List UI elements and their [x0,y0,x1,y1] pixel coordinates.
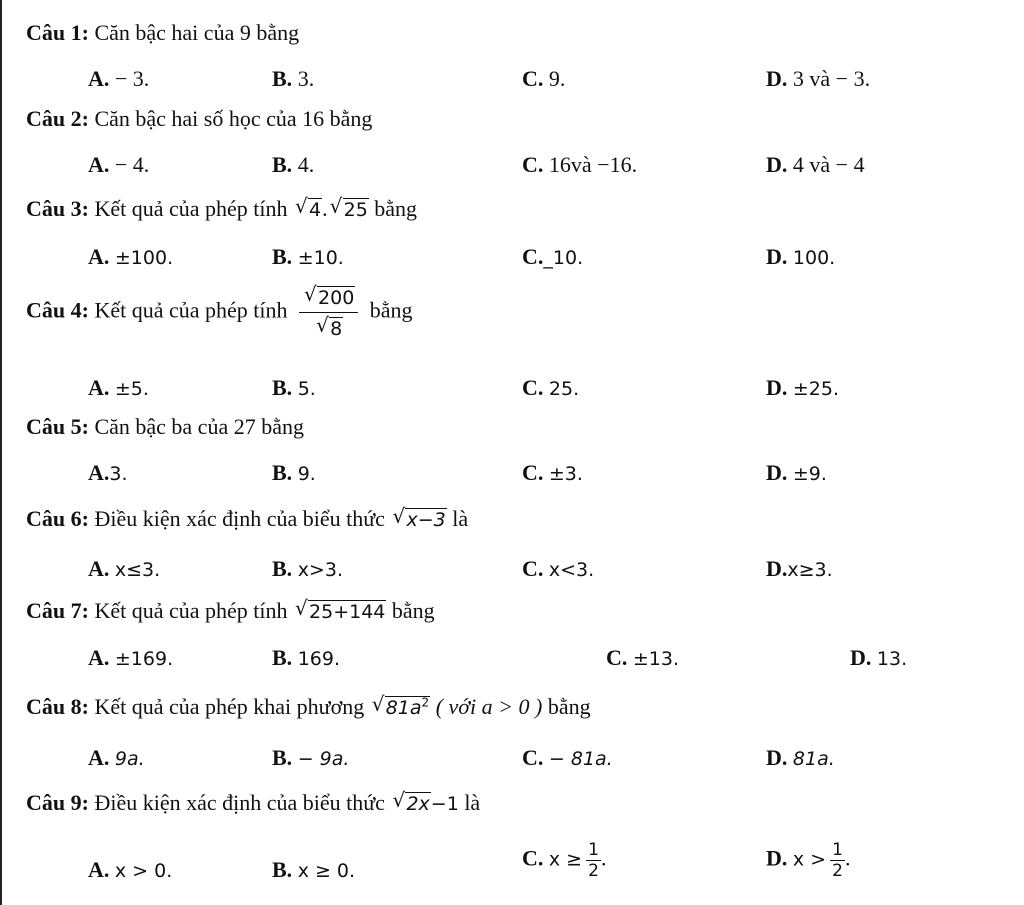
left-border [0,0,2,905]
question-6 [26,506,468,532]
option-9b: B. x ≥ 0. [272,857,356,882]
question-text: Kết quả của phép tính [94,196,288,221]
question-tail: bằng [391,598,435,623]
option-3c: C._10. [522,244,584,269]
option-6b: B. x>3. [272,556,343,581]
question-1 [26,20,299,46]
option-7c: C. ±13. [606,645,680,670]
question-tail: bằng [369,297,413,323]
question-label: Câu 6: [26,506,89,531]
sqrt-expression: √ x−3 [392,506,446,532]
question-text: Điều kiện xác định của biểu thức [94,506,385,531]
sqrt-expression: √ $81a^2$ [372,694,430,720]
sqrt-expression: √ 25+144 [295,598,386,624]
question-2 [26,106,372,132]
question-tail: là [464,790,481,815]
question-label: Câu 9: [26,790,89,815]
fraction: $\frac{1}{2}$ [588,840,599,881]
option-1d: D. 3 và − 3. [766,66,871,91]
option-7d: D. 13. [850,645,908,670]
sqrt-expression: √ 25 [330,196,369,222]
question-text: Kết quả của phép tính [94,598,288,623]
option-4a: A. ±5. [88,375,149,400]
question-tail: bằng [547,694,591,719]
option-2a: A. − 4. [88,152,150,177]
option-6d: D.x≥3. [766,556,833,581]
option-4b: B. 5. [272,375,316,400]
option-3d: D. 100. [766,244,836,269]
question-text: Kết quả của phép tính [94,297,288,323]
option-8b: B. − 9a. [272,745,350,770]
question-text: Kết quả của phép khai phương [94,694,365,719]
question-4 [26,284,413,341]
question-label: Câu 8: [26,694,89,719]
option-1b: B. 3. [272,66,315,91]
option-4c: C. 25. [522,375,580,400]
question-5 [26,414,304,440]
option-3b: B. ±10. [272,244,344,269]
question-text: Căn bậc ba của 27 bằng [94,414,304,439]
option-4d: D. ±25. [766,375,840,400]
question-label: Câu 4: [26,297,89,323]
option-5d: D. ±9. [766,460,827,485]
option-8a: A. 9a. [88,745,145,770]
question-label: Câu 2: [26,106,89,131]
condition: ( với a > 0 ) [435,694,543,719]
question-label: Câu 7: [26,598,89,623]
fraction-expression: √ 200 √ 8 [299,284,358,341]
question-text: Căn bậc hai số học của 16 bằng [94,106,373,131]
question-label: Câu 3: [26,196,89,221]
option-7b: B. 169. [272,645,340,670]
question-tail: bằng [374,196,418,221]
option-3a: A. ±100. [88,244,174,269]
minus-one: −1 [430,793,459,815]
option-1c: C. 9. [522,66,566,91]
option-6c: C. x<3. [522,556,595,581]
question-label: Câu 1: [26,20,89,45]
option-6a: A. x≤3. [88,556,161,581]
option-2d: D. 4 và − 4 [766,152,865,177]
sqrt-expression: √ 2x [392,790,430,816]
option-1a: A. − 3. [88,66,150,91]
question-label: Câu 5: [26,414,89,439]
option-7a: A. ±169. [88,645,174,670]
dot: . [322,196,328,221]
question-7 [26,598,435,624]
option-9a: A. x > 0. [88,857,173,882]
option-8c: C. − 81a. [522,745,613,770]
option-5a: A.3. [88,460,128,485]
fraction: $\frac{1}{2}$ [832,840,843,881]
option-8d: D. 81a. [766,745,835,770]
question-text: Căn bậc hai của 9 bằng [94,20,300,45]
question-8 [26,694,591,720]
question-tail: là [452,506,469,531]
option-9c: C. x ≥ $\frac{1}{2}$ . [522,840,607,881]
option-9d: D. x > $\frac{1}{2}$ . [766,840,851,881]
question-9 [26,790,480,816]
option-5c: C. ±3. [522,460,583,485]
sqrt-expression: √ 4 [295,196,322,222]
question-3 [26,196,417,222]
question-text: Điều kiện xác định của biểu thức [94,790,385,815]
option-2c: C. 16và −16. [522,152,638,177]
option-2b: B. 4. [272,152,315,177]
option-5b: B. 9. [272,460,316,485]
